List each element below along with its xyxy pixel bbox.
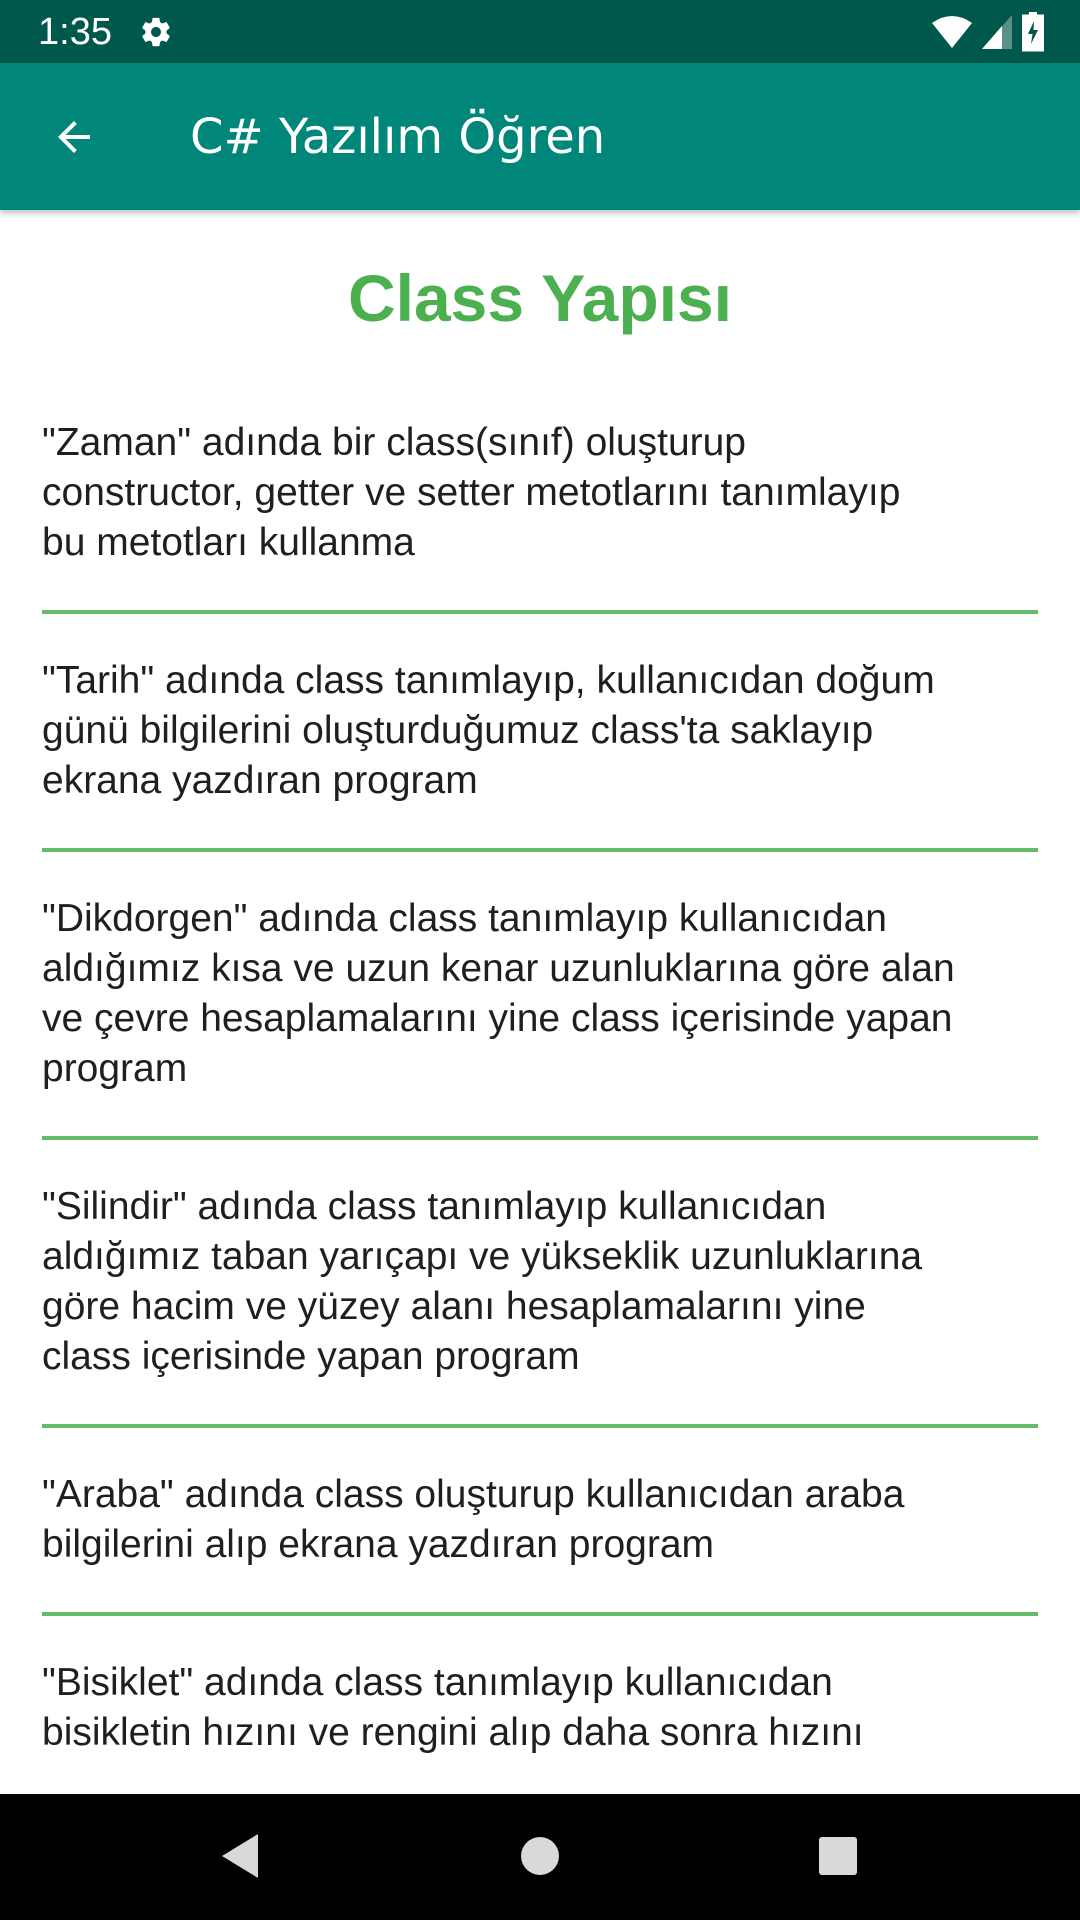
page-heading: Class Yapısı [347, 261, 733, 335]
list-item[interactable]: "Silindir" adında class tanımlayıp kullanıcıdan aldığımız taban yarıçapı ve yükseklik uzunluklarına göre hacim ve yüzey alanı hesaplamalarını yine class içerisinde yapan program [42, 1140, 1038, 1428]
signal-icon [982, 15, 1012, 49]
nav-back-button[interactable] [200, 1816, 280, 1896]
battery-charging-icon [1022, 12, 1044, 52]
nav-recents-button[interactable] [798, 1816, 878, 1896]
back-triangle-icon [218, 1832, 262, 1880]
lesson-list [42, 400, 1038, 1800]
home-circle-icon [520, 1836, 560, 1876]
arrow-back-icon [50, 113, 98, 161]
nav-home-button[interactable] [500, 1816, 580, 1896]
list-item[interactable]: "Tarih" adında class tanımlayıp, kullanıcıdan doğum günü bilgilerini oluşturduğumuz class'ta saklayıp ekrana yazdıran program [42, 614, 1038, 852]
status-bar [0, 0, 1080, 63]
status-time: 1:35 [38, 11, 112, 53]
list-item[interactable]: "Dikdorgen" adında class tanımlayıp kullanıcıdan aldığımız kısa ve uzun kenar uzunluklarına göre alan ve çevre hesaplamalarını yine class içerisinde yapan program [42, 852, 1038, 1140]
navigation-bar [0, 1794, 1080, 1920]
back-button[interactable] [34, 97, 114, 177]
settings-gear-icon [139, 15, 173, 49]
content-scroll-area[interactable] [0, 210, 1080, 1754]
app-bar [0, 63, 1080, 210]
list-item[interactable]: "Bisiklet" adında class tanımlayıp kullanıcıdan bisikletin hızını ve rengini alıp daha sonra hızını [42, 1661, 864, 1754]
status-icons [932, 12, 1044, 52]
list-item[interactable]: "Zaman" adında bir class(sınıf) oluşturup constructor, getter ve setter metotlarını tanımlayıp bu metotları kullanma [42, 400, 1038, 614]
recents-square-icon [818, 1836, 858, 1876]
wifi-icon [932, 15, 972, 49]
list-item[interactable]: "Araba" adında class oluşturup kullanıcıdan araba bilgilerini alıp ekrana yazdıran program [42, 1428, 1038, 1616]
app-title: C# Yazılım Öğren [190, 109, 606, 165]
